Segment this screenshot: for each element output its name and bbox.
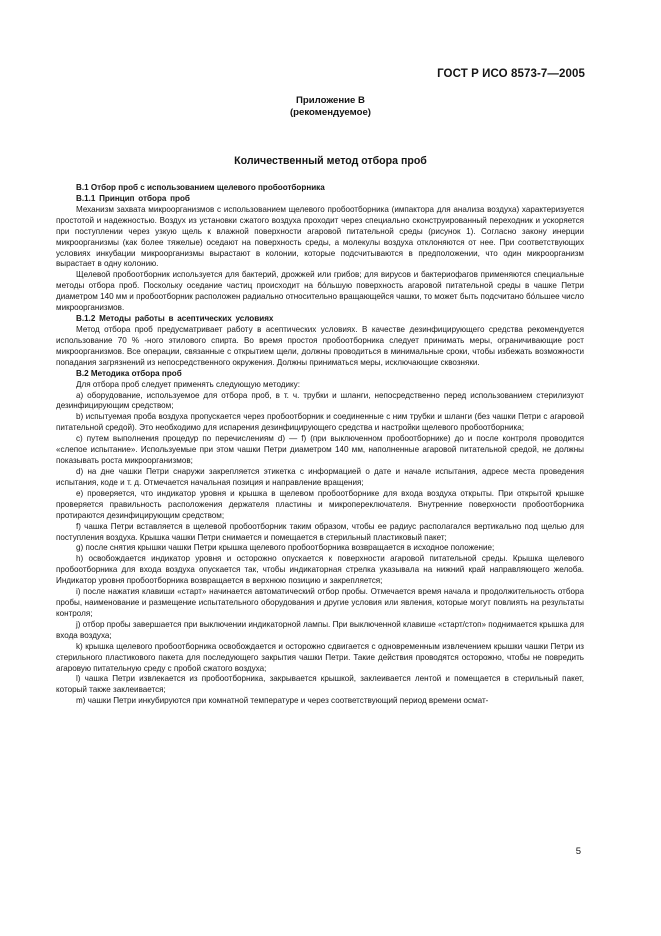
list-item: b) испытуемая проба воздуха пропускается через пробоотборник и соединенные с ним трубки и шланги (без чашки Петри с агаровой питательной средой). Это необходимо для испарения дезинфицирующего средства и настройки щелевого пробоотборника; [56,412,584,433]
document-code: ГОСТ Р ИСО 8573-7—2005 [437,68,585,80]
section-title: Количественный метод отбора проб [234,155,427,167]
annex-title: Приложение В [296,95,365,106]
paragraph: Механизм захвата микроорганизмов с использованием щелевого пробоотборника (импактора для анализа воздуха) характеризуется простотой и надежностью. Воздух из установки сжатого воздуха проходит через специально сконструированный переходник и ускоряется при поступлении через узкую щель к влажной поверхности агаровой питательной среды (рисунок 1). Согласно закону инерции микроорганизмы (как более тяжелые) оседают на поверхность среды, а молекулы воздуха отклоняются от нее. При соответствующих условиях инкубации микроорганизмы вырастают в колонии, которые подсчитываются в предположении, что один микроорганизм вырастает в одну колонию. [56,204,584,269]
list-item: d) на дне чашки Петри снаружи закрепляется этикетка с информацией о дате и начале испытания, адресе места проведения испытания, коде и т. д. Отмечается начальная позиция и направление вращения; [56,466,584,487]
list-item: k) крышка щелевого пробоотборника освобождается и осторожно сдвигается с одновременным извлечением крышки чашки Петри из стерильного пластикового пакета для последующего закрытия чашки Петри. Такие действия проводятся осторожно, чтобы не повредить агаровую питательную среду с пробой сжатого воздуха; [56,641,584,673]
document-body [56,183,584,707]
clause-heading: В.1 Отбор проб с использованием щелевого пробоотборника [76,183,325,192]
list-item: g) после снятия крышки чашки Петри крышка щелевого пробоотборника возвращается в исходное положение; [76,543,495,553]
list-item: e) проверяется, что индикатор уровня и крышка в щелевом пробоотборнике для входа воздуха открыты. При открытой крышке проверяется правильность расположения держателя пластины и микропереключателя. Внутренние поверхности пробоотборника протираются дезинфицирующим средством; [56,488,584,520]
paragraph: Метод отбора проб предусматривает работу в асептических условиях. В качестве дезинфицирующего средства рекомендуется использование 70 % -ного этилового спирта. Во время простоя пробоотборника следует принимать меры, ограничивающие рост микроорганизмов. Все операции, связанные с открытием щели, должны проводиться в минимальные сроки, чтобы избежать возможности попадания загрязнений из непосредственного окружения. Должны приниматься меры, исключающие сквозняки. [56,324,584,367]
page-number: 5 [575,846,581,857]
paragraph: Щелевой пробоотборник используется для бактерий, дрожжей или грибов; для вирусов и бактериофагов применяются специальные методы отбора проб. Поскольку оседание частиц происходит на бо́льшую поверхность агаровой питательной среды в чашке Петри диаметром 140 мм и пробоотборник расположен радиально относительно вращающейся чашки, то может быть подсчитано бо́льшее число микроорганизмов. [56,270,584,313]
clause-heading: В.1.1 Принцип отбора проб [76,193,190,203]
annex-heading [0,95,661,118]
clause-heading: В.2 Методика отбора проб [76,368,182,378]
list-item: c) путем выполнения процедур по перечислениям d) — f) (при выключенном пробоотборнике) до и после контроля проводится «слепое испытание». Используемые при этом чашки Петри диаметром 140 мм, наполненные агаровой питательной средой, не должны показывать роста микроорганизмов; [56,434,584,466]
list-item: m) чашки Петри инкубируются при комнатной температуре и через соответствующий период времени осмат- [76,696,489,706]
list-item: j) отбор пробы завершается при выключении индикаторной лампы. При выключенной клавише «старт/стоп» поднимается крышка для входа воздуха; [56,619,584,640]
list-item: l) чашка Петри извлекается из пробоотборника, закрывается крышкой, заклеивается лентой и помещается в стерильный пакет, который также заклеивается; [56,674,584,695]
annex-status: (рекомендуемое) [289,106,371,118]
list-item: i) после нажатия клавиши «старт» начинается автоматический отбор пробы. Отмечается время начала и продолжительность отбора пробы, наименование и размещение испытательного оборудования и другие условия или явления, которые могут повлиять на результаты контроля; [56,587,584,618]
list-item: f) чашка Петри вставляется в щелевой пробоотборник таким образом, чтобы ее радиус располагался вертикально под щелью для поступления воздуха. Крышка чашки Петри снимается и помещается в стерильный пластиковый пакет; [56,521,584,542]
list-item: h) освобождается индикатор уровня и осторожно опускается к поверхности агаровой питательной среды. Крышка щелевого пробоотборника для входа воздуха опускается так, чтобы индикаторная стрелка указывала на нижний край направляющего желоба. Индикатор уровня пробоотборника возвращается в верхнюю позицию и закрепляется; [56,554,584,586]
paragraph: Для отбора проб следует применять следующую методику: [76,379,300,389]
clause-heading: В.1.2 Методы работы в асептических условиях [76,314,274,324]
list-item: a) оборудование, используемое для отбора проб, в т. ч. трубки и шланги, непосредственно перед использованием стерилизуют дезинфицирующим средством; [56,390,584,411]
